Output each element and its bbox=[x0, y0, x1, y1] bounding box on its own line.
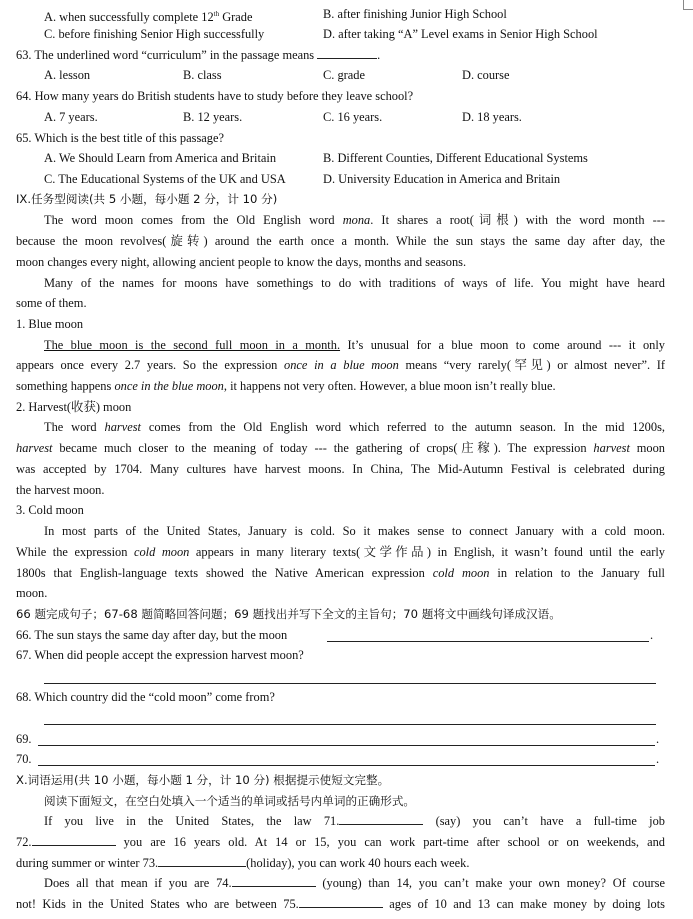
q64-stem: 64. How many years do British students have to study before they leave school? bbox=[16, 89, 414, 103]
blank-73[interactable] bbox=[158, 866, 246, 867]
q66-period: . bbox=[650, 628, 654, 642]
harvest-moon-line-4: the harvest moon. bbox=[16, 483, 105, 497]
blue-moon-line-3: something happens once in the blue moon, it happens not very often. However, a blue moon isn’t really blue. bbox=[16, 379, 556, 393]
harvest-moon-line-3: was accepted by 1704. Many cultures have harvest moons. In China, The Mid-Autumn Festival is celebrated during bbox=[16, 462, 665, 476]
q63-option-c: C. grade bbox=[323, 68, 365, 82]
q66-answer-blank[interactable] bbox=[327, 641, 649, 642]
harvest-moon-line-1: The word harvest comes from the Old English word which referred to the autumn season. In the mid 1200s, bbox=[44, 420, 665, 434]
word-use-line-3: during summer or winter 73. (holiday), you can work 40 hours each week. bbox=[16, 856, 470, 870]
q62-option-c: C. before finishing Senior High successfully bbox=[44, 27, 265, 41]
section-10-heading: X.词语运用(共 10 小题，每小题 1 分，计 10 分) 根据提示使短文完整。 bbox=[16, 773, 390, 787]
cold-moon-line-4: moon. bbox=[16, 586, 48, 600]
q67-prompt: 67. When did people accept the expression harvest moon? bbox=[16, 648, 304, 662]
q64-option-b: B. 12 years. bbox=[183, 110, 243, 124]
q62-option-d: D. after taking “A” Level exams in Senior High School bbox=[323, 27, 598, 41]
q65-option-a: A. We Should Learn from America and Britain bbox=[44, 151, 277, 165]
section-10-instructions: 阅读下面短文，在空白处填入一个适当的单词或括号内单词的正确形式。 bbox=[44, 794, 416, 808]
q63-option-d: D. course bbox=[462, 68, 510, 82]
q69-label: 69. bbox=[16, 732, 32, 746]
q69-period: . bbox=[656, 732, 660, 746]
q62-option-b: B. after finishing Junior High School bbox=[323, 7, 507, 21]
harvest-moon-heading: 2. Harvest(收获) moon bbox=[16, 400, 132, 414]
q70-label: 70. bbox=[16, 752, 32, 766]
q65-option-d: D. University Education in America and Britain bbox=[323, 172, 561, 186]
word-use-line-5: not! Kids in the United States who are between 75. ages of 10 and 13 can make money by doing lots bbox=[16, 897, 665, 911]
page-corner-mark bbox=[683, 0, 693, 10]
q67-answer-blank[interactable] bbox=[44, 683, 656, 684]
q64-option-c: C. 16 years. bbox=[323, 110, 383, 124]
section-9-heading: IX.任务型阅读(共 5 小题，每小题 2 分，计 10 分) bbox=[16, 192, 278, 206]
task-instructions: 66 题完成句子；67-68 题简略回答问题；69 题找出并写下全文的主旨句；70 题将文中画线句译成汉语。 bbox=[16, 607, 561, 621]
q63-option-b: B. class bbox=[183, 68, 222, 82]
cold-moon-line-2: While the expression cold moon appears in many literary texts(文学作品) in English, it wasn’t found until the early bbox=[16, 545, 665, 559]
moon-para-1-line-1: The word moon comes from the Old English word mona. It shares a root(词根) with the word month --- bbox=[44, 213, 665, 227]
q68-answer-blank[interactable] bbox=[44, 724, 656, 725]
q65-option-b: B. Different Counties, Different Educational Systems bbox=[323, 151, 588, 165]
blue-moon-line-1: The blue moon is the second full moon in a month. It’s unusual for a blue moon to come around --- it only bbox=[44, 338, 665, 352]
q65-option-c: C. The Educational Systems of the UK and USA bbox=[44, 172, 286, 186]
blue-moon-line-2: appears once every 2.7 years. So the expression once in a blue moon means “very rarely(罕见) or almost never”. If bbox=[16, 358, 665, 372]
blank-71[interactable] bbox=[339, 824, 423, 825]
q63-option-a: A. lesson bbox=[44, 68, 91, 82]
blank-75[interactable] bbox=[299, 907, 383, 908]
word-use-line-2: 72. you are 16 years old. At 14 or 15, you can work part-time after school or on weekends, and bbox=[16, 835, 665, 849]
q66-prompt: 66. The sun stays the same day after day, but the moon bbox=[16, 628, 288, 642]
blank-72[interactable] bbox=[32, 845, 116, 846]
blank-74[interactable] bbox=[232, 886, 316, 887]
q63-stem: 63. The underlined word “curriculum” in the passage means . bbox=[16, 48, 381, 62]
q70-answer-blank[interactable] bbox=[38, 765, 655, 766]
q65-stem: 65. Which is the best title of this passage? bbox=[16, 131, 224, 145]
moon-para-1-line-3: moon changes every night, allowing ancient people to know the days, months and seasons. bbox=[16, 255, 467, 269]
cold-moon-line-1: In most parts of the United States, January is cold. So it makes sense to connect January with a cold moon. bbox=[44, 524, 665, 538]
cold-moon-heading: 3. Cold moon bbox=[16, 503, 84, 517]
q69-answer-blank[interactable] bbox=[38, 745, 655, 746]
cold-moon-line-3: 1800s that English-language texts showed the Native American expression cold moon in relation to the January full bbox=[16, 566, 665, 580]
blue-moon-underlined-sentence: The blue moon is the second full moon in a month. bbox=[44, 338, 341, 352]
q70-period: . bbox=[656, 752, 660, 766]
q64-option-a: A. 7 years. bbox=[44, 110, 98, 124]
q62-option-a: A. when successfully complete 12th Grade bbox=[44, 10, 253, 25]
q64-option-d: D. 18 years. bbox=[462, 110, 522, 124]
word-use-line-4: Does all that mean if you are 74. (young) than 14, you can’t make your own money? Of course bbox=[44, 876, 665, 890]
moon-para-2-line-2: some of them. bbox=[16, 296, 87, 310]
blue-moon-heading: 1. Blue moon bbox=[16, 317, 84, 331]
q68-prompt: 68. Which country did the “cold moon” come from? bbox=[16, 690, 275, 704]
harvest-moon-line-2: harvest became much closer to the meaning of today --- the gathering of crops(庄稼). The expression harvest moon bbox=[16, 441, 665, 455]
moon-para-1-line-2: because the moon revolves(旋转) around the earth once a month. While the sun stays the same day after day, the bbox=[16, 234, 665, 248]
word-use-line-1: If you live in the United States, the law 71. (say) you can’t have a full-time job bbox=[44, 814, 665, 828]
moon-para-2-line-1: Many of the names for moons have somethings to do with traditions of ways of life. You might have heard bbox=[44, 276, 665, 290]
